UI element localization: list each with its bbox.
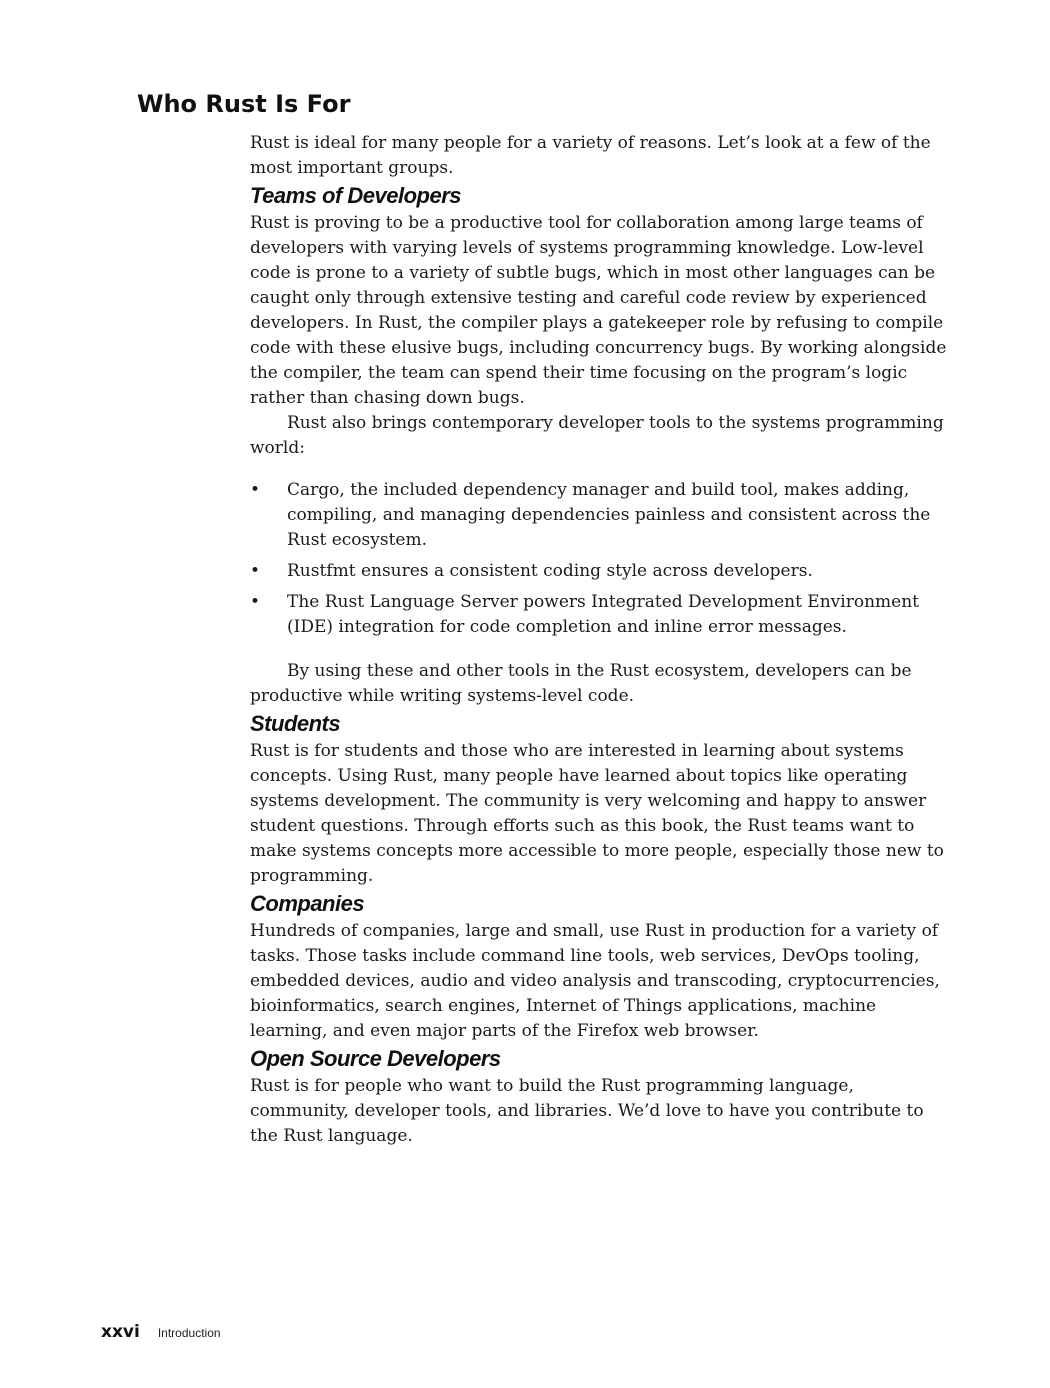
teams-paragraph-2: Rust also brings contemporary developer tools to the systems programming world:	[250, 413, 944, 458]
students-paragraph: Rust is for students and those who are interested in learning about systems concepts. Using Rust, many people have learned about topics like operating systems development. The community is very welcoming and happy to answer student questions. Through efforts such as this book, the Rust teams want to make systems concepts more accessible to more people, especially those new to programming.	[250, 741, 944, 886]
teams-paragraph-3: By using these and other tools in the Rust ecosystem, developers can be productive while writing systems-level code.	[250, 661, 912, 706]
page-number: xxvi	[101, 1322, 140, 1342]
heading-students: Students	[250, 711, 341, 736]
open-source-paragraph: Rust is for people who want to build the Rust programming language, community, developer tools, and libraries. We’d love to have you contribute to the Rust language.	[250, 1076, 924, 1146]
list-item	[250, 559, 950, 584]
heading-teams-of-developers: Teams of Developers	[250, 183, 461, 208]
page-footer	[101, 1322, 221, 1342]
list-item-text: Rustfmt ensures a consistent coding style across developers.	[287, 561, 813, 581]
section-title: Who Rust Is For	[137, 90, 351, 118]
list-item-text: Cargo, the included dependency manager and build tool, makes adding, compiling, and managing dependencies painless and consistent across the Rust ecosystem.	[287, 480, 931, 550]
bullet-icon: •	[250, 480, 261, 500]
bullet-icon: •	[250, 592, 261, 612]
companies-paragraph: Hundreds of companies, large and small, use Rust in production for a variety of tasks. Those tasks include command line tools, web services, DevOps tooling, embedded devices, audio and video analysis and transcoding, cryptocurrencies, bioinformatics, search engines, Internet of Things applications, machine learning, and even major parts of the Firefox web browser.	[250, 921, 940, 1041]
intro-paragraph: Rust is ideal for many people for a variety of reasons. Let’s look at a few of the most important groups.	[250, 133, 931, 178]
running-title: Introduction	[157, 1326, 221, 1340]
developer-tools-list	[250, 478, 950, 640]
body-column	[250, 131, 950, 1149]
teams-paragraph-1: Rust is proving to be a productive tool for collaboration among large teams of developers with varying levels of systems programming knowledge. Low-level code is prone to a variety of subtle bugs, which in most other languages can be caught only through extensive testing and careful code review by experienced developers. In Rust, the compiler plays a gatekeeper role by refusing to compile code with these elusive bugs, including concurrency bugs. By working alongside the compiler, the team can spend their time focusing on the program’s logic rather than chasing down bugs.	[250, 213, 947, 408]
heading-open-source-developers: Open Source Developers	[250, 1046, 501, 1071]
heading-companies: Companies	[250, 891, 365, 916]
list-item	[250, 478, 950, 553]
list-item	[250, 590, 950, 640]
list-item-text: The Rust Language Server powers Integrated Development Environment (IDE) integration for code completion and inline error messages.	[287, 592, 919, 637]
bullet-icon: •	[250, 561, 261, 581]
